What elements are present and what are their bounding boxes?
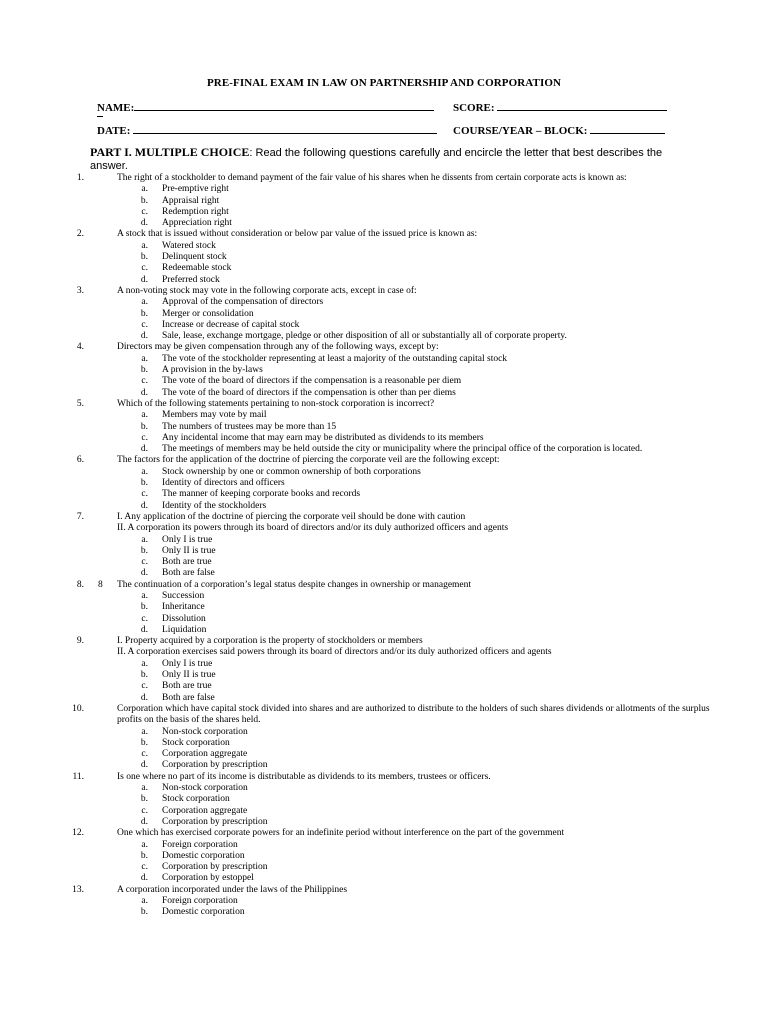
question-text: Directors may be given compensation through any of the following ways, except by: <box>117 342 439 353</box>
option-letter: a. <box>141 184 148 195</box>
option-letter: a. <box>141 353 148 364</box>
option-text: Corporation by prescription <box>162 816 268 827</box>
option-letter: d. <box>140 274 148 285</box>
answer-option[interactable] <box>0 478 768 489</box>
score-label: SCORE: <box>453 102 495 114</box>
option-letter: c. <box>141 432 148 443</box>
option-text: Appreciation right <box>162 218 232 229</box>
question-text: The continuation of a corporation’s legal status despite changes in ownership or management <box>117 579 472 590</box>
question-item <box>0 229 768 285</box>
answer-option[interactable] <box>0 297 768 308</box>
option-letter: d. <box>140 624 148 635</box>
option-text: Corporation aggregate <box>162 805 248 816</box>
course-field[interactable] <box>453 123 665 137</box>
option-letter: a. <box>141 839 148 850</box>
option-letter: c. <box>141 557 148 568</box>
answer-option[interactable] <box>0 817 768 828</box>
answer-option[interactable] <box>0 196 768 207</box>
question-number: 9. <box>76 636 84 647</box>
answer-option[interactable] <box>0 320 768 331</box>
option-letter: a. <box>141 534 148 545</box>
answer-option[interactable] <box>0 896 768 907</box>
option-letter: a. <box>141 783 148 794</box>
answer-option[interactable] <box>0 309 768 320</box>
option-text: The vote of the stockholder representing at least a majority of the outstanding capital stock <box>162 353 508 364</box>
option-text: Sale, lease, exchange mortgage, pledge or other disposition of all or substantially all of corporate property. <box>162 331 567 342</box>
option-letter: c. <box>141 319 148 330</box>
option-letter: c. <box>141 681 148 692</box>
question-text: I. Property acquired by a corporation is the property of stockholders or members <box>117 636 423 647</box>
answer-option[interactable] <box>0 365 768 376</box>
answer-option[interactable] <box>0 184 768 195</box>
option-text: Watered stock <box>162 240 216 251</box>
option-letter: b. <box>140 907 148 918</box>
option-text: Redemption right <box>162 206 229 217</box>
answer-option[interactable] <box>0 614 768 625</box>
course-label: COURSE/YEAR – BLOCK: <box>453 125 588 137</box>
score-line[interactable] <box>497 100 667 111</box>
option-letter: d. <box>140 331 148 342</box>
answer-option[interactable] <box>0 331 768 342</box>
option-letter: d. <box>140 500 148 511</box>
question-text: One which has exercised corporate powers for an indefinite period without interference on the part of the government <box>117 828 565 839</box>
option-letter: c. <box>141 489 148 500</box>
option-letter: b. <box>140 252 148 263</box>
name-line[interactable] <box>134 100 434 111</box>
answer-option[interactable] <box>0 489 768 500</box>
option-text: Stock ownership by one or common ownership of both corporations <box>162 466 421 477</box>
option-text: Stock corporation <box>162 794 230 805</box>
option-letter: c. <box>141 749 148 760</box>
answer-option[interactable] <box>0 670 768 681</box>
answer-option[interactable] <box>0 840 768 851</box>
question-number: 3. <box>76 285 84 296</box>
option-text: Merger or consolidation <box>162 308 254 319</box>
option-letter: b. <box>140 737 148 748</box>
answer-option[interactable] <box>0 851 768 862</box>
option-text: Increase or decrease of capital stock <box>162 319 300 330</box>
question-text: A non-voting stock may vote in the following corporate acts, except in case of: <box>117 285 417 296</box>
option-letter: d. <box>140 873 148 884</box>
question-number: 5. <box>76 398 84 409</box>
option-text: Approval of the compensation of directors <box>162 297 324 308</box>
answer-option[interactable] <box>0 693 768 704</box>
option-text: Any incidental income that may earn may be distributed as dividends to its members <box>162 432 484 443</box>
question-number: 8. <box>76 579 84 590</box>
answer-option[interactable] <box>0 591 768 602</box>
option-letter: d. <box>140 760 148 771</box>
option-text: Inheritance <box>162 602 205 613</box>
question-item <box>0 704 768 772</box>
question-number: 1. <box>76 173 84 183</box>
part-heading: PART I. MULTIPLE CHOICE <box>90 145 250 159</box>
option-letter: a. <box>141 590 148 601</box>
question-text: The right of a stockholder to demand payment of the fair value of his shares when he dissents from certain corporate acts is known as: <box>117 173 627 183</box>
question-text: Which of the following statements pertaining to non-stock corporation is incorrect? <box>117 398 435 409</box>
option-letter: a. <box>141 726 148 737</box>
option-text: Members may vote by mail <box>162 410 267 421</box>
question-number: 4. <box>76 342 84 353</box>
answer-option[interactable] <box>0 263 768 274</box>
option-text: Appraisal right <box>162 195 220 206</box>
option-text: Only I is true <box>162 658 213 669</box>
answer-option[interactable] <box>0 535 768 546</box>
name-label: NAME: <box>97 102 135 114</box>
option-text: Only I is true <box>162 534 213 545</box>
question-text: A stock that is issued without consideration or below par value of the issued price is known as: <box>117 229 478 240</box>
answer-option[interactable] <box>0 862 768 873</box>
answer-option[interactable] <box>0 467 768 478</box>
option-letter: c. <box>141 613 148 624</box>
answer-option[interactable] <box>0 546 768 557</box>
option-text: Liquidation <box>162 624 207 635</box>
question-number: 13. <box>72 884 84 895</box>
option-text: Non-stock corporation <box>162 726 248 737</box>
option-letter: c. <box>141 376 148 387</box>
option-letter: d. <box>140 692 148 703</box>
option-text: Corporation aggregate <box>162 749 248 760</box>
question-text: The factors for the application of the doctrine of piercing the corporate veil are the following except: <box>117 455 500 466</box>
option-text: Domestic corporation <box>162 850 245 861</box>
answer-option[interactable] <box>0 907 768 918</box>
answer-option[interactable] <box>0 783 768 794</box>
question-item <box>0 286 768 342</box>
option-letter: b. <box>140 794 148 805</box>
option-letter: c. <box>141 862 148 873</box>
question-number: 10. <box>72 703 84 714</box>
part-instruction: : Read the following questions carefully and encircle the letter that best describes the answer. <box>90 147 663 172</box>
answer-option[interactable] <box>0 625 768 636</box>
option-letter: a. <box>141 658 148 669</box>
answer-option[interactable] <box>0 218 768 229</box>
question-item <box>0 772 768 828</box>
answer-option[interactable] <box>0 275 768 286</box>
option-text: Delinquent stock <box>162 252 227 263</box>
part-instructions <box>90 146 690 173</box>
answer-option[interactable] <box>0 602 768 613</box>
option-letter: a. <box>141 466 148 477</box>
option-letter: b. <box>140 308 148 319</box>
option-text: Pre-emptive right <box>162 184 229 195</box>
option-text: Preferred stock <box>162 274 220 285</box>
question-item <box>0 885 768 919</box>
answer-option[interactable] <box>0 557 768 568</box>
question-text: Is one where no part of its income is distributable as dividends to its members, trustees or officers. <box>117 771 491 782</box>
option-letter: b. <box>140 478 148 489</box>
question-statement-2: II. A corporation its powers through its board of directors and/or its duly authorized officers and agents <box>117 523 509 534</box>
option-text: Succession <box>162 590 205 601</box>
option-letter: b. <box>140 545 148 556</box>
option-text: Dissolution <box>162 613 206 624</box>
answer-option[interactable] <box>0 241 768 252</box>
question-item <box>0 828 768 884</box>
answer-option[interactable] <box>0 806 768 817</box>
option-text: Identity of the stockholders <box>162 500 267 511</box>
answer-option[interactable] <box>0 422 768 433</box>
option-letter: b. <box>140 602 148 613</box>
option-text: A provision in the by-laws <box>162 365 263 376</box>
answer-option[interactable] <box>0 873 768 884</box>
option-letter: a. <box>141 410 148 421</box>
option-letter: b. <box>140 421 148 432</box>
option-text: Foreign corporation <box>162 839 238 850</box>
answer-option[interactable] <box>0 376 768 387</box>
option-text: The vote of the board of directors if the compensation is a reasonable per diem <box>162 376 462 387</box>
option-letter: b. <box>140 365 148 376</box>
question-item <box>0 580 768 636</box>
date-label: DATE: <box>97 125 131 137</box>
answer-option[interactable] <box>0 681 768 692</box>
option-letter: c. <box>141 206 148 217</box>
exam-title: PRE-FINAL EXAM IN LAW ON PARTNERSHIP AND CORPORATION <box>206 77 562 89</box>
question-number: 11. <box>72 771 84 782</box>
option-text: The manner of keeping corporate books and records <box>162 489 361 500</box>
question-text: Corporation which have capital stock divided into shares and are authorized to distribute to the holders of such shares dividends or allotments of the surplus profits on the basis of the shares held. <box>117 703 710 726</box>
answer-option[interactable] <box>0 433 768 444</box>
date-field[interactable] <box>97 123 437 137</box>
option-text: Redeemable stock <box>162 263 232 274</box>
option-letter: a. <box>141 297 148 308</box>
question-number: 7. <box>76 511 84 522</box>
option-text: Corporation by estoppel <box>162 873 254 884</box>
answer-option[interactable] <box>0 738 768 749</box>
answer-option[interactable] <box>0 727 768 738</box>
option-letter: a. <box>141 240 148 251</box>
option-letter: b. <box>140 850 148 861</box>
option-letter: c. <box>141 805 148 816</box>
option-letter: d. <box>140 816 148 827</box>
option-text: Both are true <box>162 681 212 692</box>
answer-option[interactable] <box>0 354 768 365</box>
option-letter: d. <box>140 444 148 455</box>
option-text: Non-stock corporation <box>162 783 248 794</box>
option-text: Corporation by prescription <box>162 760 268 771</box>
question-item <box>0 455 768 511</box>
answer-option[interactable] <box>0 760 768 771</box>
question-text: A corporation incorporated under the laws of the Philippines <box>117 884 348 895</box>
question-extra-number: 8 <box>98 579 103 590</box>
question-number: 6. <box>76 455 84 466</box>
question-item <box>0 512 768 580</box>
answer-option[interactable] <box>0 501 768 512</box>
answer-option[interactable] <box>0 794 768 805</box>
answer-option[interactable] <box>0 568 768 579</box>
option-text: The numbers of trustees may be more than 15 <box>162 421 337 432</box>
option-text: Only II is true <box>162 670 216 681</box>
option-text: Only II is true <box>162 545 216 556</box>
answer-option[interactable] <box>0 252 768 263</box>
question-item <box>0 173 768 229</box>
score-field[interactable] <box>453 100 667 114</box>
question-statement-2: II. A corporation exercises said powers through its board of directors and/or its duly authorized officers and agents <box>117 647 552 658</box>
option-text: Foreign corporation <box>162 896 238 906</box>
date-line[interactable] <box>133 123 437 134</box>
option-letter: d. <box>140 218 148 229</box>
answer-option[interactable] <box>0 749 768 760</box>
question-item <box>0 342 768 398</box>
question-item <box>0 636 768 704</box>
answer-option[interactable] <box>0 659 768 670</box>
option-letter: d. <box>140 568 148 579</box>
answer-option[interactable] <box>0 207 768 218</box>
option-letter: d. <box>140 387 148 398</box>
question-list <box>0 173 768 919</box>
option-letter: b. <box>140 670 148 681</box>
option-letter: b. <box>140 195 148 206</box>
option-letter: a. <box>141 896 148 906</box>
question-item <box>0 399 768 455</box>
answer-option[interactable] <box>0 410 768 421</box>
option-text: Both are false <box>162 692 215 703</box>
question-text: I. Any application of the doctrine of piercing the corporate veil should be done with caution <box>117 511 466 522</box>
answer-option[interactable] <box>0 444 768 455</box>
question-number: 2. <box>76 229 84 240</box>
answer-option[interactable] <box>0 388 768 399</box>
option-text: Corporation by prescription <box>162 862 268 873</box>
question-number: 12. <box>72 828 84 839</box>
course-line[interactable] <box>590 123 665 134</box>
option-text: Both are false <box>162 568 215 579</box>
option-text: Both are true <box>162 557 212 568</box>
option-letter: c. <box>141 263 148 274</box>
divider-dash <box>97 116 103 117</box>
option-text: The vote of the board of directors if the compensation is other than per diems <box>162 387 456 398</box>
option-text: Identity of directors and officers <box>162 478 285 489</box>
name-field[interactable] <box>97 100 434 114</box>
option-text: Domestic corporation <box>162 907 245 918</box>
option-text: The meetings of members may be held outside the city or municipality where the principal office of the corporation is located. <box>162 444 643 455</box>
option-text: Stock corporation <box>162 737 230 748</box>
